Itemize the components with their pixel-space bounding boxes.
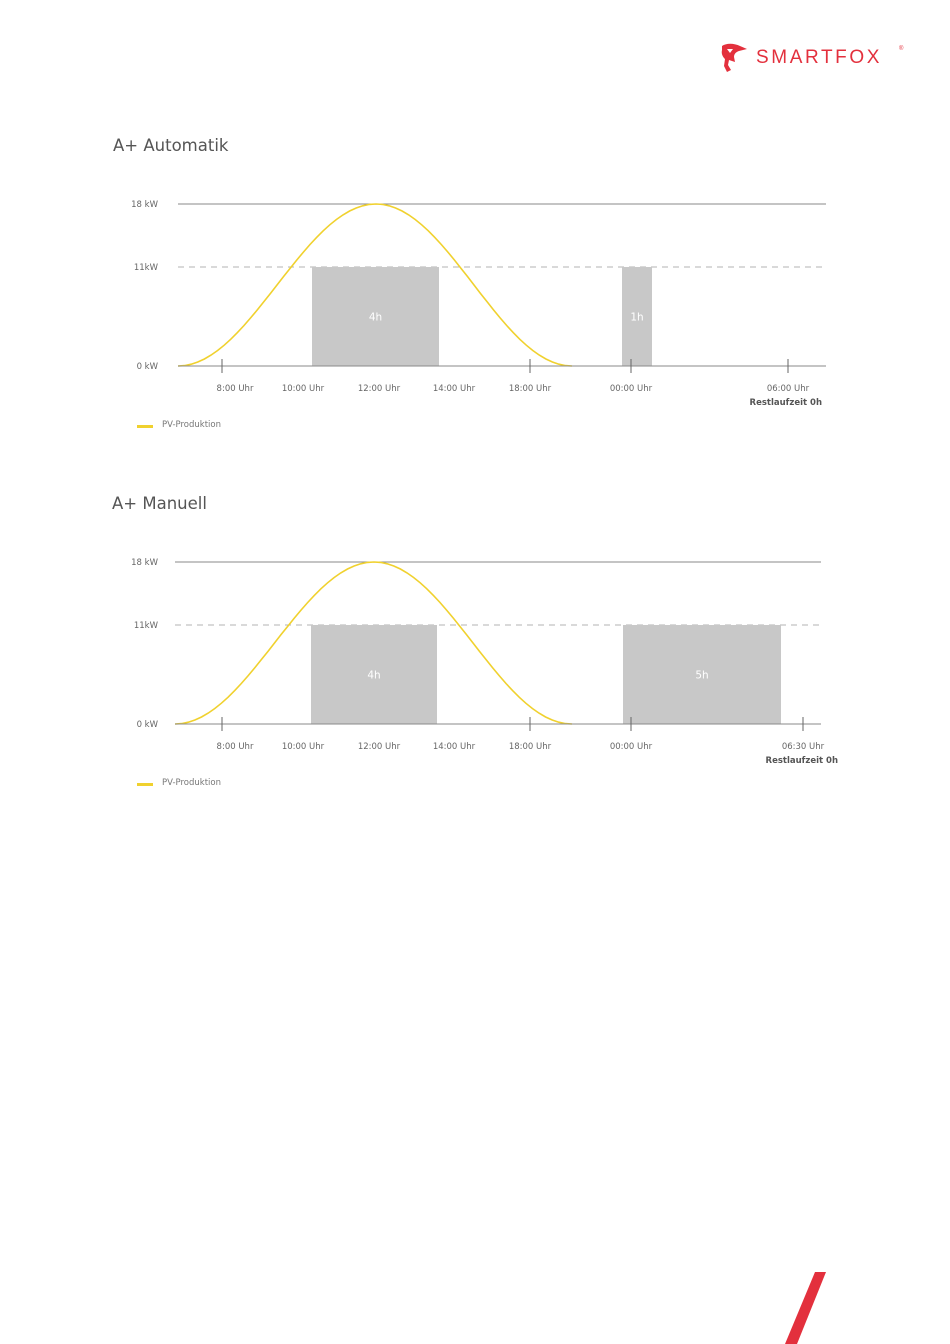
- legend-label-pv: PV-Produktion: [162, 778, 221, 788]
- registered-mark: ®: [899, 46, 904, 52]
- charging-block-label: 4h: [368, 311, 383, 324]
- x-tick-label: 14:00 Uhr: [432, 742, 476, 752]
- charging-block-label: 5h: [695, 669, 709, 682]
- chart-manuell: [0, 538, 950, 798]
- x-tick-label: 00:00 Uhr: [609, 742, 653, 752]
- legend-label-pv: PV-Produktion: [162, 420, 221, 430]
- section-title-automatik: A+ Automatik: [113, 136, 229, 155]
- legend-swatch-pv: [137, 783, 153, 786]
- x-tick-label: 18:00 Uhr: [508, 384, 552, 394]
- x-tick-label: 06:30 Uhr: [781, 742, 825, 752]
- x-tick-label: 12:00 Uhr: [357, 384, 401, 394]
- remaining-time-note: Restlaufzeit 0h: [765, 756, 838, 766]
- y-tick-label: 18 kW: [131, 558, 158, 568]
- x-tick-label: 14:00 Uhr: [432, 384, 476, 394]
- y-tick-label: 11kW: [133, 263, 158, 273]
- section-title-manuell: A+ Manuell: [112, 494, 207, 513]
- x-tick-label: 8:00 Uhr: [216, 742, 254, 752]
- y-tick-label: 18 kW: [131, 200, 158, 210]
- x-tick-label: 12:00 Uhr: [357, 742, 401, 752]
- brand-name: SMARTFOX: [756, 47, 883, 68]
- x-tick-label: 10:00 Uhr: [281, 742, 325, 752]
- x-tick-label: 06:00 Uhr: [766, 384, 810, 394]
- chart-automatik: [0, 180, 950, 440]
- x-tick-label: 10:00 Uhr: [281, 384, 325, 394]
- charging-block-label: 4h: [367, 669, 381, 682]
- chart-manuell-svg: [0, 538, 950, 778]
- chart-automatik-svg: [0, 180, 950, 420]
- charging-block-label: 1h: [630, 311, 644, 324]
- x-tick-label: 8:00 Uhr: [216, 384, 254, 394]
- x-tick-label: 18:00 Uhr: [508, 742, 552, 752]
- legend-swatch-pv: [137, 425, 153, 428]
- remaining-time-note: Restlaufzeit 0h: [749, 398, 822, 408]
- fox-head-icon: [716, 40, 750, 80]
- y-tick-label: 0 kW: [136, 720, 158, 730]
- x-tick-label: 00:00 Uhr: [609, 384, 653, 394]
- y-tick-label: 11kW: [133, 621, 158, 631]
- y-tick-label: 0 kW: [136, 362, 158, 372]
- smartfox-logo: [716, 40, 916, 80]
